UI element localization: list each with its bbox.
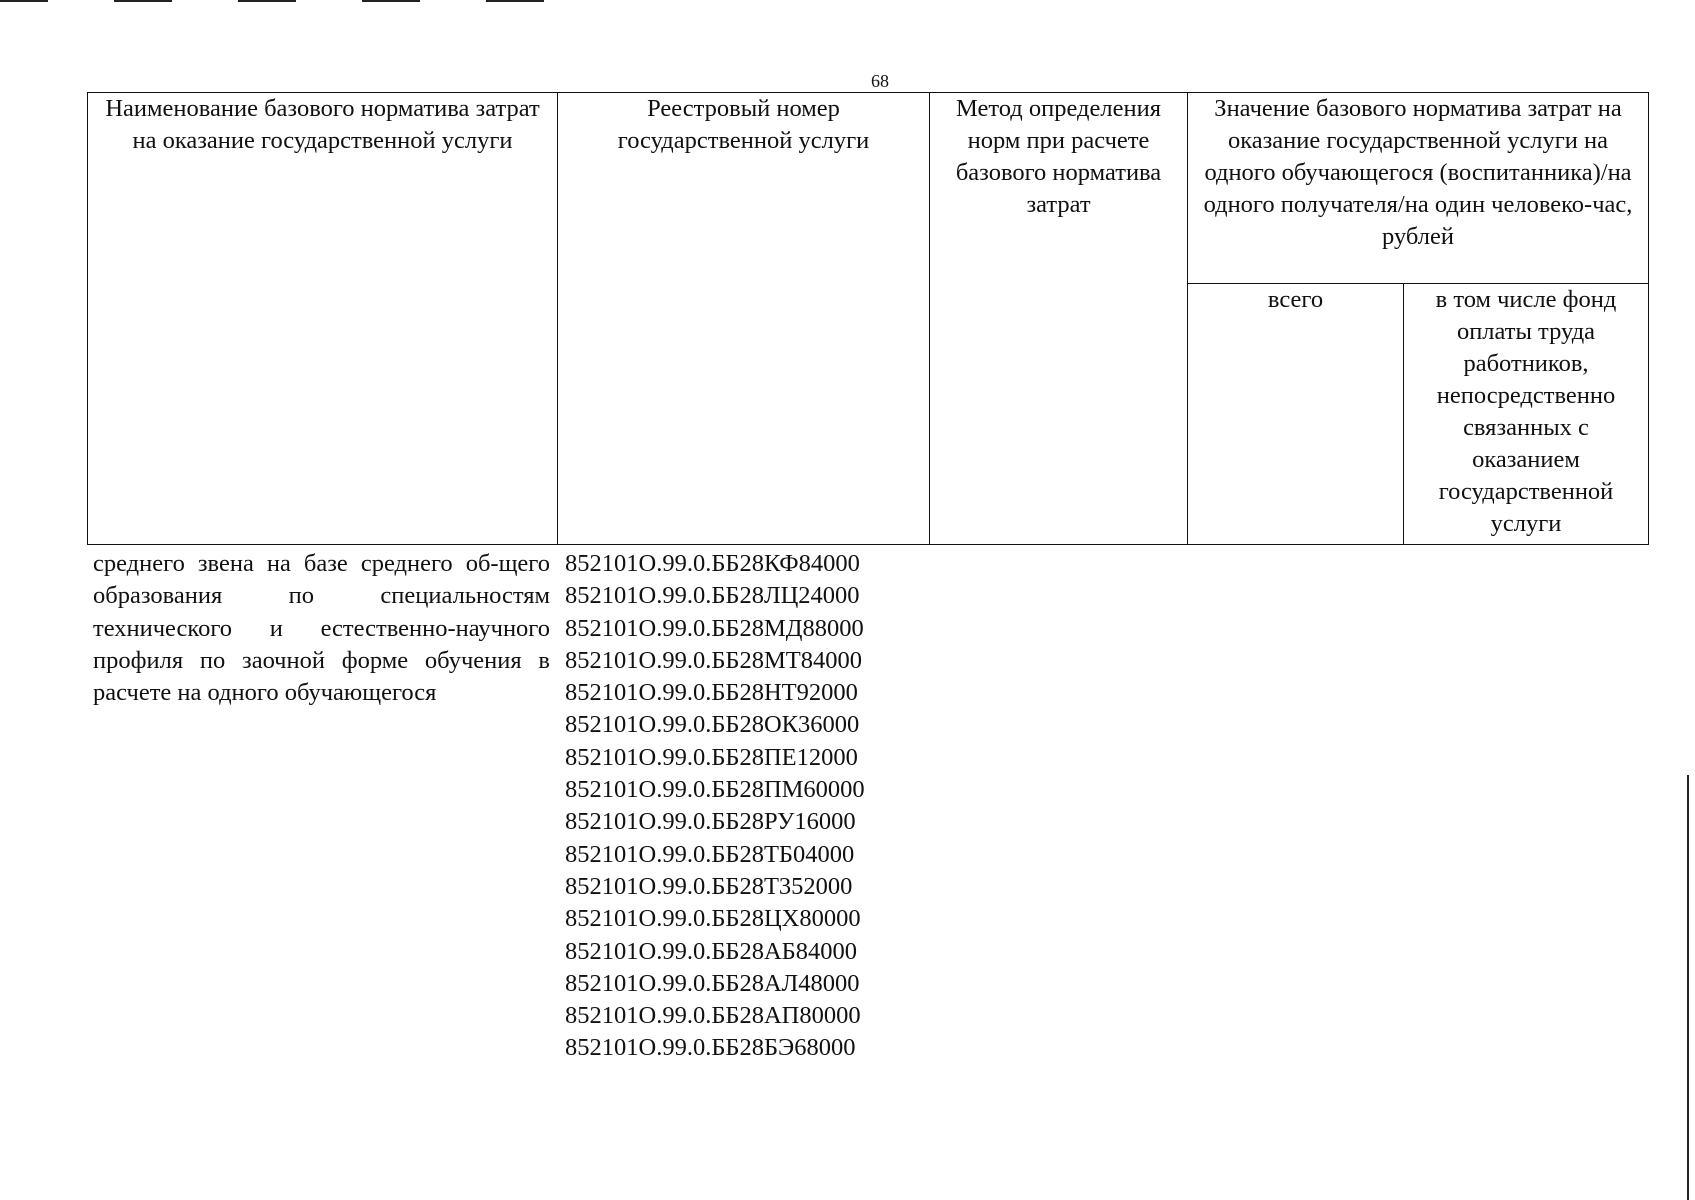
registry-code: 852101О.99.0.ББ28НТ92000 — [565, 679, 858, 707]
registry-code: 852101О.99.0.ББ28АП80000 — [565, 1002, 861, 1030]
registry-code: 852101О.99.0.ББ28ЛЦ24000 — [565, 582, 860, 610]
header-cell-method: Метод определения норм при расчете базового норматива затрат — [930, 93, 1188, 545]
scan-edge-line — [1687, 775, 1689, 1200]
registry-code: 852101О.99.0.ББ28МТ84000 — [565, 646, 862, 674]
registry-code: 852101О.99.0.ББ28КФ84000 — [565, 550, 860, 577]
header-cell-name: Наименование базового норматива затрат на оказание государственной услуги — [88, 93, 558, 545]
registry-code: 852101О.99.0.ББ28БЭ68000 — [565, 1034, 856, 1062]
registry-code: 852101О.99.0.ББ28РУ16000 — [565, 808, 856, 836]
scan-mark — [114, 0, 172, 2]
registry-code: 852101О.99.0.ББ28ПЕ12000 — [565, 743, 858, 771]
scan-mark — [362, 0, 420, 2]
registry-code: 852101О.99.0.ББ28ОК36000 — [565, 711, 860, 739]
header-table — [87, 92, 1649, 545]
registry-code: 852101О.99.0.ББ28ПМ60000 — [565, 776, 865, 804]
scan-mark — [238, 0, 296, 2]
header-cell-registry: Реестровый номер государственной услуги — [558, 93, 930, 545]
registry-code: 852101О.99.0.ББ28Т352000 — [565, 872, 853, 900]
header-cell-value: Значение базового норматива затрат на оказание государственной услуги на одного обучающегося (воспитанника)/на одного получателя/на один человеко-час, рублей — [1188, 93, 1649, 284]
header-cell-total: всего — [1188, 284, 1404, 545]
registry-code: 852101О.99.0.ББ28ЦХ80000 — [565, 905, 861, 933]
scan-mark — [0, 0, 48, 2]
registry-code: 852101О.99.0.ББ28МД88000 — [565, 614, 864, 642]
header-cell-fund: в том числе фонд оплаты труда работников, непосредственно связанных с оказанием государственной услуги — [1404, 284, 1649, 545]
service-name-text: среднего звена на базе среднего об-щего образования по специальностям технического и естественно-научного профиля по заочной форме обучения в расчете на одного обучающегося — [93, 550, 550, 707]
scan-mark — [486, 0, 544, 2]
page-number: 68 — [871, 71, 889, 91]
registry-code: 852101О.99.0.ББ28АЛ48000 — [565, 969, 860, 997]
registry-code: 852101О.99.0.ББ28АБ84000 — [565, 937, 857, 965]
registry-code: 852101О.99.0.ББ28ТБ04000 — [565, 840, 855, 868]
registry-codes-list — [565, 548, 865, 1065]
